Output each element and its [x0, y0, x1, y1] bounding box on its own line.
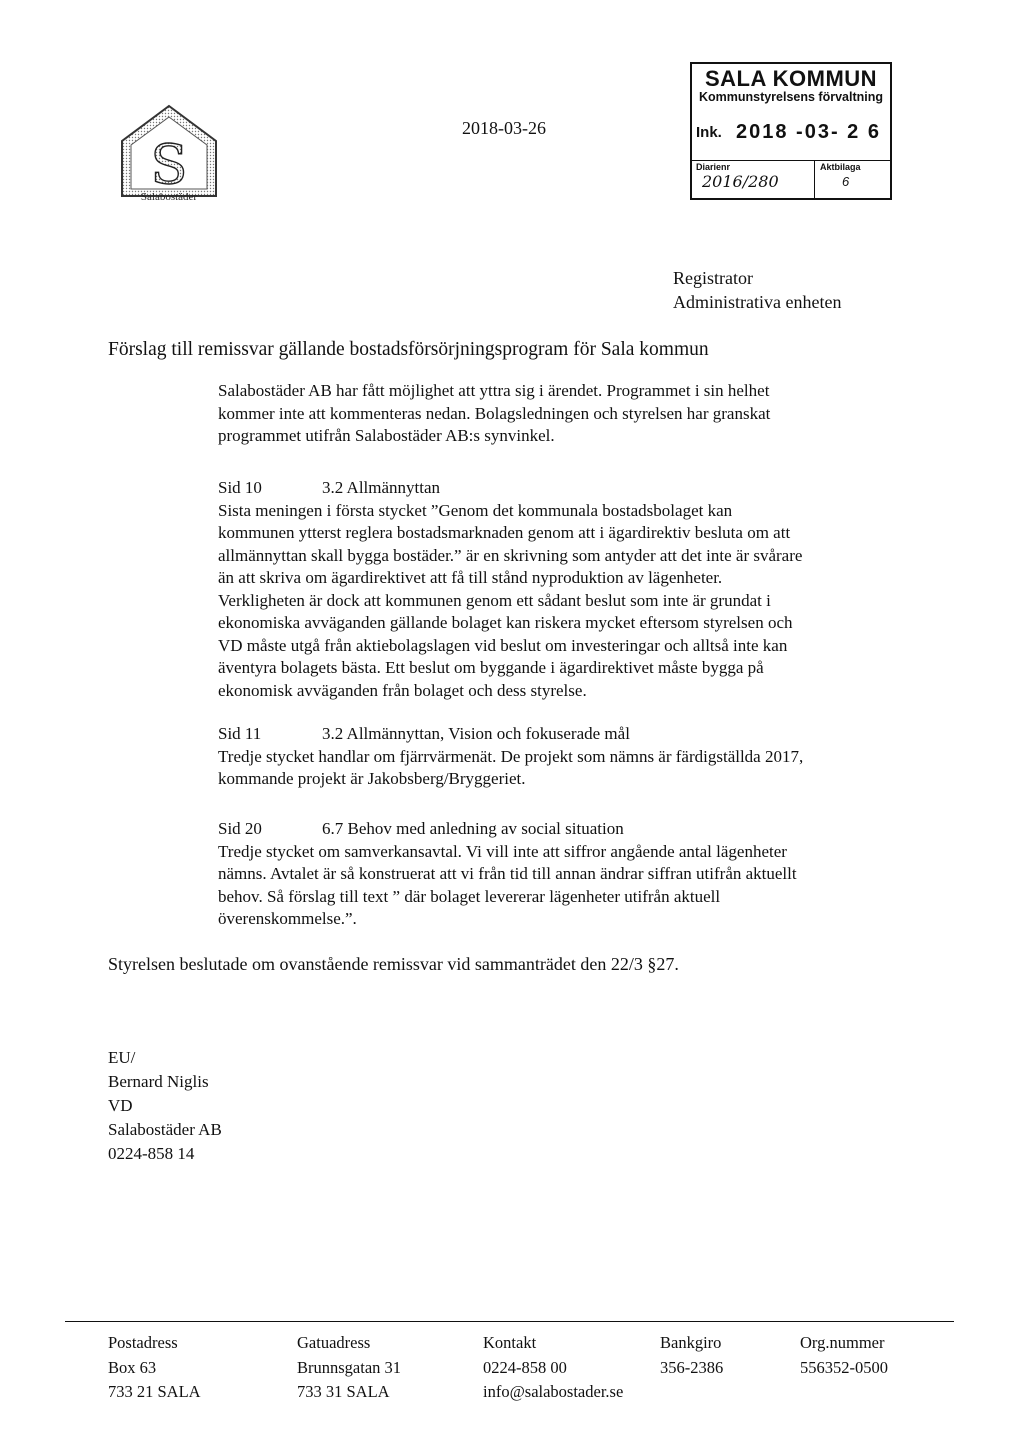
- footer-value: 0224-858 00: [483, 1357, 567, 1377]
- footer-label: Gatuadress: [297, 1333, 371, 1352]
- text-line: Tredje stycket handlar om fjärrvärmenät. De projekt som nämns är färdigställda 2017,: [218, 746, 804, 766]
- footer-email-link[interactable]: info@salabostader.se: [483, 1382, 624, 1401]
- document-heading: Förslag till remissvar gällande bostadsförsörjningsprogram för Sala kommun: [108, 339, 709, 360]
- intro-paragraph: [218, 380, 770, 448]
- stamp-divider: [692, 160, 890, 161]
- footer-value: 356-2386: [660, 1357, 724, 1377]
- recipient-unit: Administrativa enheten: [673, 292, 842, 312]
- stamp-ink-label: Ink.: [696, 124, 722, 141]
- text-line: äventyra bolagets bästa. Ett beslut om byggande i ägardirektivet måste bygga på: [218, 658, 764, 677]
- text-line: kommande projekt är Jakobsberg/Bryggeriet.: [218, 769, 526, 788]
- stamp-column-divider: [814, 160, 815, 198]
- signature-line: EU/: [108, 1048, 136, 1067]
- stamp-diarienr-value: 2016/280: [702, 172, 779, 191]
- section-title: 3.2 Allmännyttan: [322, 478, 441, 497]
- section-page-ref: Sid 11: [218, 724, 262, 743]
- footer-gatuadress: [297, 1331, 401, 1405]
- footer-kontakt: [483, 1331, 623, 1405]
- logo-caption: Salabostäder: [140, 191, 198, 203]
- footer-label: Bankgiro: [660, 1333, 722, 1352]
- stamp-diarienr-label: Diarienr: [696, 162, 731, 172]
- recipient-name: Registrator: [673, 268, 753, 288]
- section-page-ref: Sid 10: [218, 478, 262, 497]
- section-page-ref: Sid 20: [218, 819, 262, 838]
- signature-title: VD: [108, 1096, 133, 1115]
- received-stamp: [690, 62, 892, 200]
- section-title: 3.2 Allmännyttan, Vision och fokuserade mål: [322, 724, 630, 743]
- footer-value: 733 21 SALA: [108, 1382, 201, 1401]
- board-decision: Styrelsen beslutade om ovanstående remissvar vid sammanträdet den 22/3 §27.: [108, 954, 679, 974]
- footer-label: Postadress: [108, 1333, 178, 1352]
- signature-phone: 0224-858 14: [108, 1144, 195, 1163]
- text-line: ekonomiska avväganden gällande bolaget kan riskera mycket eftersom styrelsen och: [218, 613, 793, 632]
- section-sid-10: [218, 477, 802, 702]
- footer-postadress: [108, 1331, 201, 1405]
- stamp-aktbilaga-label: Aktbilaga: [820, 162, 861, 172]
- section-header: [218, 818, 797, 841]
- section-title: 6.7 Behov med anledning av social situation: [322, 819, 624, 838]
- stamp-title: SALA KOMMUN: [704, 66, 878, 91]
- text-line: nämns. Avtalet är så konstruerat att vi från tid till annan ändrar siffran utifrån aktuellt: [218, 864, 797, 883]
- footer-divider: [65, 1321, 954, 1322]
- footer-value: Brunnsgatan 31: [297, 1357, 402, 1377]
- signature-name: Bernard Niglis: [108, 1072, 209, 1091]
- house-logo-icon: [113, 103, 225, 199]
- text-line: ekonomisk avväganden från bolaget och dess styrelse.: [218, 680, 587, 700]
- stamp-ink-date: 2018 -03- 2 6: [736, 121, 881, 143]
- footer-value: 733 31 SALA: [297, 1382, 390, 1401]
- text-line: Tredje stycket om samverkansavtal. Vi vill inte att siffror angående antal lägenheter: [218, 841, 787, 861]
- text-line: VD måste utgå från aktiebolagslagen vid beslut om investeringar och alltså inte kan: [218, 635, 788, 655]
- text-line: kommer inte att kommenteras nedan. Bolagsledningen och styrelsen har granskat: [218, 403, 771, 423]
- stamp-subtitle: Kommunstyrelsens förvaltning: [698, 90, 884, 104]
- text-line: kommunen ytterst reglera bostadsmarknaden genom att i ägardirektiv besluta om att: [218, 523, 791, 542]
- footer-value: Box 63: [108, 1357, 157, 1377]
- signature-block: [108, 1046, 222, 1166]
- footer-value: 556352-0500: [800, 1357, 888, 1377]
- text-line: Salabostäder AB har fått möjlighet att yttra sig i ärendet. Programmet i sin helhet: [218, 381, 770, 400]
- section-header: [218, 477, 802, 500]
- text-line: programmet utifrån Salabostäder AB:s synvinkel.: [218, 426, 555, 445]
- stamp-aktbilaga-value: 6: [842, 174, 850, 189]
- section-sid-11: [218, 723, 803, 791]
- text-line: än att skriva om ägardirektivet att få till stånd nyproduktion av lägenheter.: [218, 568, 723, 587]
- document-date: 2018-03-26: [462, 118, 546, 138]
- salabostader-logo: [113, 103, 225, 199]
- svg-text:S: S: [150, 133, 188, 196]
- text-line: Sista meningen i första stycket ”Genom det kommunala bostadsbolaget kan: [218, 500, 733, 520]
- footer-label: Org.nummer: [800, 1333, 885, 1352]
- footer-orgnummer: [800, 1331, 888, 1380]
- text-line: överenskommelse.”.: [218, 909, 357, 928]
- text-line: behov. Så förslag till text ” där bolaget levererar lägenheter utifrån aktuell: [218, 886, 721, 906]
- section-sid-20: [218, 818, 797, 931]
- section-header: [218, 723, 803, 746]
- text-line: allmännyttan skall bygga bostäder.” är en skrivning som antyder att det inte är svårare: [218, 545, 803, 565]
- footer-label: Kontakt: [483, 1333, 537, 1352]
- text-line: Verkligheten är dock att kommunen genom ett sådant beslut som inte är grundat i: [218, 590, 771, 610]
- recipient-block: [673, 266, 841, 314]
- footer-bankgiro: [660, 1331, 723, 1380]
- signature-company: Salabostäder AB: [108, 1120, 222, 1139]
